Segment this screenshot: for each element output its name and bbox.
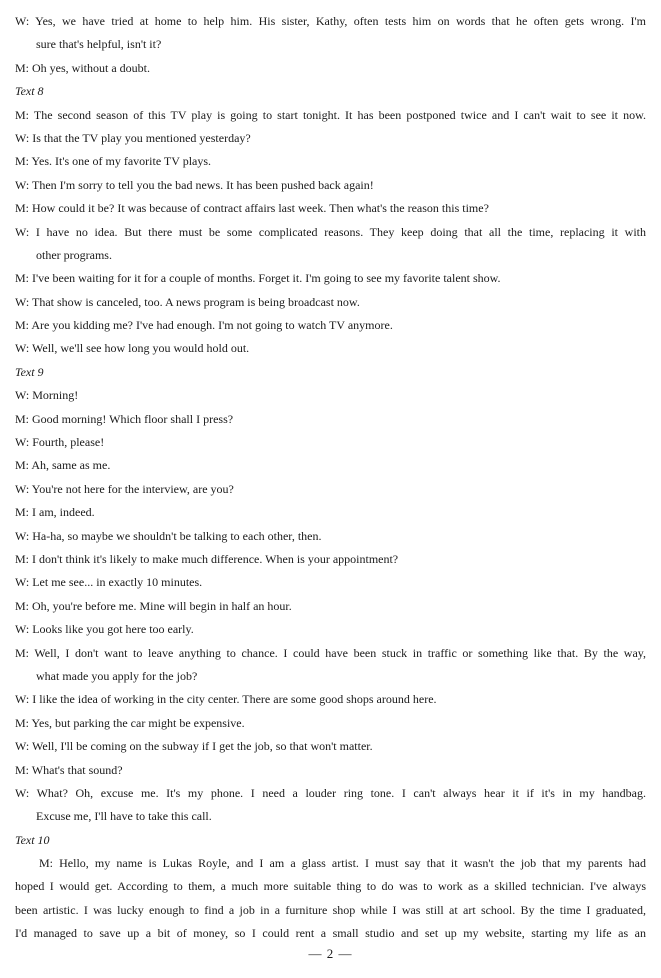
transcript-line: W: Let me see... in exactly 10 minutes. [15, 575, 203, 590]
transcript-line: Excuse me, I'll have to take this call. [36, 809, 212, 824]
transcript-line: W: Then I'm sorry to tell you the bad news. It has been pushed back again! [15, 177, 374, 192]
transcript-line: I'd managed to save up a bit of money, so I could rent a small studio and set up my website, starting my life as an [15, 926, 646, 941]
transcript-line: W: What? Oh, excuse me. It's my phone. I need a louder ring tone. I can't always hear it if it's in my handbag. [15, 785, 646, 800]
transcript-line: W: Ha-ha, so maybe we shouldn't be talking to each other, then. [15, 528, 322, 543]
transcript-line: other programs. [36, 247, 112, 262]
transcript-line: W: You're not here for the interview, are you? [15, 481, 234, 496]
transcript-line: M: I've been waiting for it for a couple of months. Forget it. I'm going to see my favorite talent show. [15, 271, 501, 286]
transcript-line: W: I like the idea of working in the city center. There are some good shops around here. [15, 692, 437, 707]
transcript-line: been artistic. I was lucky enough to find a job in a furniture shop while I was still at art school. By the time I graduated, [15, 902, 646, 917]
transcript-line: M: Good morning! Which floor shall I press? [15, 411, 234, 426]
transcript-line: W: Fourth, please! [15, 435, 105, 450]
transcript-line: M: Oh yes, without a doubt. [15, 60, 150, 75]
transcript-line: M: I am, indeed. [15, 505, 95, 520]
transcript-line: W: Is that the TV play you mentioned yesterday? [15, 130, 251, 145]
transcript-body [15, 10, 646, 946]
transcript-line: M: I don't think it's likely to make much difference. When is your appointment? [15, 551, 399, 566]
transcript-line: W: I have no idea. But there must be some complicated reasons. They keep doing that all the time, replacing it with [15, 224, 646, 239]
transcript-line: W: Looks like you got here too early. [15, 622, 194, 637]
transcript-line: M: Yes, but parking the car might be expensive. [15, 715, 245, 730]
transcript-line: W: Morning! [15, 388, 79, 403]
transcript-line: M: How could it be? It was because of contract affairs last week. Then what's the reason this time? [15, 201, 489, 216]
page-number: — 2 — [308, 946, 353, 961]
transcript-line: W: Yes, we have tried at home to help him. His sister, Kathy, often tests him on words that he often gets wrong. I'm [15, 14, 646, 28]
section-heading: Text 9 [15, 364, 44, 379]
transcript-line: W: Well, I'll be coming on the subway if I get the job, so that won't matter. [15, 739, 373, 754]
section-heading: Text 8 [15, 84, 44, 99]
transcript-line: W: That show is canceled, too. A news program is being broadcast now. [15, 294, 360, 309]
transcript-line: M: Yes. It's one of my favorite TV plays. [15, 154, 212, 169]
transcript-line: hoped I would get. According to them, a much more suitable thing to do was to work as a skilled technician. I've always [15, 879, 646, 894]
transcript-line: what made you apply for the job? [36, 668, 198, 683]
transcript-line: M: Well, I don't want to leave anything to chance. I could have been stuck in traffic or something like that. By the way, [15, 645, 646, 660]
transcript-line: M: Oh, you're before me. Mine will begin in half an hour. [15, 598, 292, 613]
transcript-line: sure that's helpful, isn't it? [36, 37, 162, 52]
transcript-line: W: Well, we'll see how long you would hold out. [15, 341, 250, 356]
transcript-line: M: The second season of this TV play is going to start tonight. It has been postponed twice and I can't wait to see it now. [15, 107, 646, 122]
transcript-line: M: Ah, same as me. [15, 458, 111, 473]
transcript-line: M: Are you kidding me? I've had enough. I'm not going to watch TV anymore. [15, 318, 393, 333]
section-heading: Text 10 [15, 832, 50, 847]
transcript-line: M: What's that sound? [15, 762, 123, 777]
transcript-line: M: Hello, my name is Lukas Royle, and I am a glass artist. I must say that it wasn't the job that my parents had [39, 856, 646, 871]
